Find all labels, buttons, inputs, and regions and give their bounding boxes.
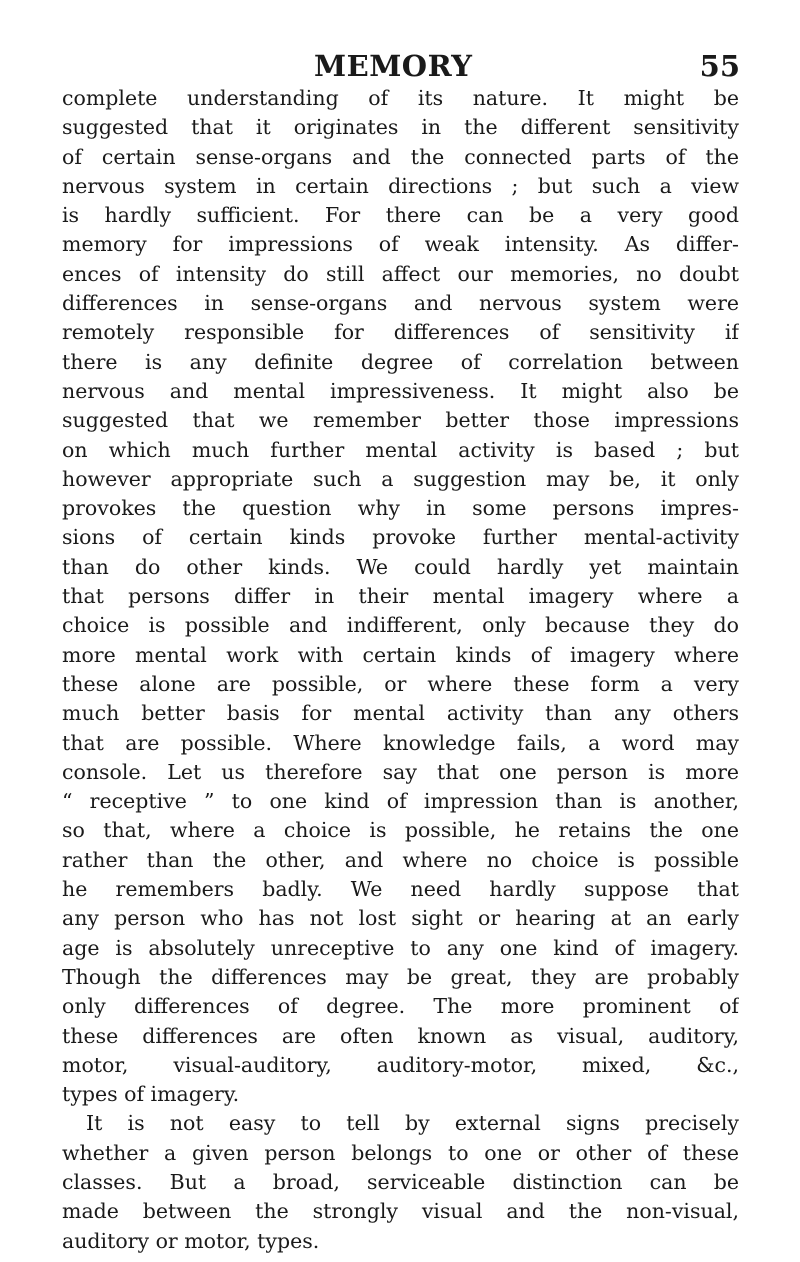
text-line: whether a given person belongs to one or other of these	[62, 1140, 739, 1165]
text-line: that are possible. Where knowledge fails, a word may	[62, 730, 739, 755]
text-line-paragraph-start: It is not easy to tell by external signs precisely	[86, 1111, 739, 1136]
text-line: memory for impressions of weak intensity. As differ-	[62, 232, 739, 257]
text-line: motor, visual-auditory, auditory-motor, mixed, &c.,	[62, 1052, 739, 1077]
text-line: suggested that it originates in the different sensitivity	[62, 115, 739, 140]
page-number: 55	[699, 49, 740, 83]
text-line: only differences of degree. The more prominent of	[62, 994, 739, 1019]
text-line: nervous system in certain directions ; but such a view	[62, 173, 739, 198]
text-line: rather than the other, and where no choice is possible	[62, 847, 739, 872]
text-line: more mental work with certain kinds of imagery where	[62, 642, 739, 667]
text-line: ences of intensity do still affect our memories, no doubt	[62, 261, 739, 286]
text-line: there is any definite degree of correlation between	[62, 349, 739, 374]
text-line: that persons differ in their mental imagery where a	[62, 584, 739, 609]
text-line: sions of certain kinds provoke further mental-activity	[62, 525, 739, 550]
text-line: choice is possible and indifferent, only because they do	[62, 613, 739, 638]
text-line: made between the strongly visual and the non-visual,	[62, 1199, 739, 1224]
text-line: is hardly sufficient. For there can be a very good	[62, 203, 739, 228]
text-line: provokes the question why in some persons impres-	[62, 496, 739, 521]
text-line: suggested that we remember better those impressions	[62, 408, 739, 433]
text-line: however appropriate such a suggestion may be, it only	[62, 466, 739, 491]
text-line: remotely responsible for differences of sensitivity if	[62, 320, 739, 345]
text-line: classes. But a broad, serviceable distinction can be	[62, 1169, 739, 1194]
text-line: differences in sense-organs and nervous system were	[62, 291, 739, 316]
text-line: complete understanding of its nature. It might be	[62, 86, 739, 110]
text-line: so that, where a choice is possible, he retains the one	[62, 818, 739, 843]
body-text	[62, 84, 739, 1256]
text-line: nervous and mental impressiveness. It might also be	[62, 378, 739, 403]
text-line: these differences are often known as visual, auditory,	[62, 1023, 739, 1048]
text-line: much better basis for mental activity than any others	[62, 701, 739, 726]
text-line: “ receptive ” to one kind of impression than is another,	[62, 789, 739, 814]
text-line-paragraph-end: auditory or motor, types.	[62, 1228, 320, 1253]
text-line: any person who has not lost sight or hearing at an early	[62, 906, 739, 931]
text-line: age is absolutely unreceptive to any one kind of imagery.	[62, 935, 739, 960]
text-line: than do other kinds. We could hardly yet maintain	[62, 554, 739, 579]
running-head-title: MEMORY	[314, 49, 473, 83]
text-line: console. Let us therefore say that one person is more	[62, 759, 739, 784]
running-head	[0, 46, 800, 86]
text-line: on which much further mental activity is based ; but	[62, 437, 739, 462]
text-line: these alone are possible, or where these form a very	[62, 671, 739, 696]
text-line: Though the differences may be great, they are probably	[62, 964, 739, 989]
text-line-paragraph-end: types of imagery.	[62, 1082, 240, 1107]
text-line: of certain sense-organs and the connected parts of the	[62, 144, 739, 169]
text-line: he remembers badly. We need hardly suppose that	[62, 877, 739, 902]
